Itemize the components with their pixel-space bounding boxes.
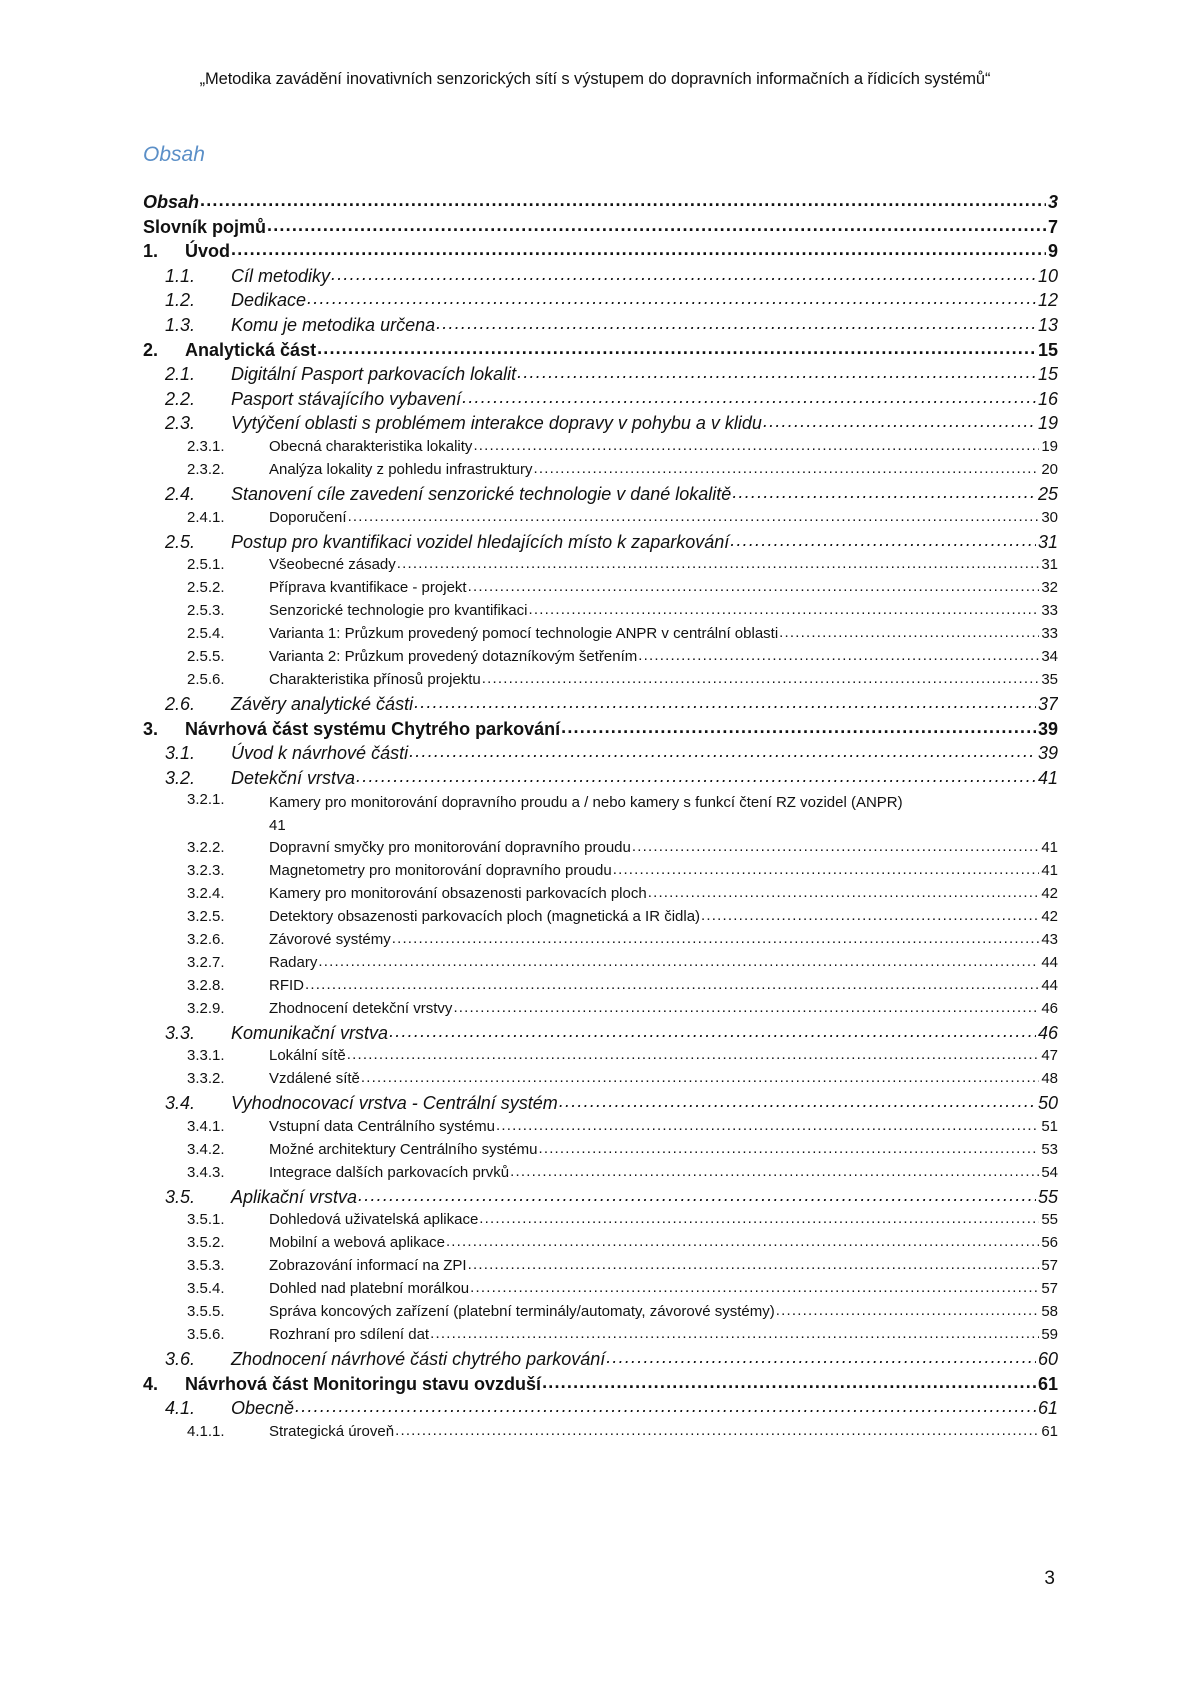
toc-leader-dots <box>510 1162 1039 1177</box>
toc-entry-title: Zhodnocení návrhové části chytrého parkování <box>231 1349 606 1370</box>
toc-entry-page: 25 <box>1037 483 1058 504</box>
toc-entry-page: 48 <box>1041 1070 1058 1088</box>
toc-entry-number: 3.4. <box>165 1093 196 1114</box>
toc-entry-number: 1. <box>143 241 159 262</box>
toc-entry[interactable] <box>143 975 1058 998</box>
toc-leader-dots <box>468 1255 1040 1270</box>
toc-entry-title: Integrace dalších parkovacích prvků <box>269 1163 510 1181</box>
toc-entry-number: 3.2.4. <box>187 884 225 902</box>
toc-leader-dots <box>430 1324 1039 1339</box>
toc-leader-dots <box>389 1021 1036 1039</box>
toc-entry-number: 2.6. <box>165 694 196 715</box>
toc-entry-page: 39 <box>1037 718 1058 739</box>
toc-entry-title: Návrhová část systému Chytrého parkování <box>185 718 561 739</box>
toc-entry[interactable] <box>143 1068 1058 1091</box>
toc-entry-page: 10 <box>1037 265 1058 286</box>
toc-entry-title: Správa koncových zařízení (platební terminály/automaty, závorové systémy) <box>269 1303 775 1321</box>
toc-entry[interactable] <box>143 623 1058 646</box>
toc-leader-dots <box>453 998 1039 1013</box>
toc-leader-dots <box>763 411 1036 429</box>
toc-entry-page: 51 <box>1041 1117 1058 1135</box>
toc-entry-title: Doporučení <box>269 508 347 526</box>
toc-entry-page: 13 <box>1037 314 1058 335</box>
toc-entry-number: 4.1. <box>165 1398 196 1419</box>
toc-entry-title: Dohled nad platební morálkou <box>269 1280 470 1298</box>
toc-entry[interactable] <box>143 929 1058 952</box>
toc-entry-title: Závorové systémy <box>269 930 391 948</box>
toc-leader-dots <box>307 288 1036 306</box>
toc-entry-page: 41 <box>1041 838 1058 856</box>
toc-entry-number: 2.4.1. <box>187 508 225 526</box>
toc-entry-title: Varianta 1: Průzkum provedený pomocí technologie ANPR v centrální oblasti <box>269 625 779 643</box>
toc-entry[interactable] <box>143 669 1058 692</box>
toc-entry-page: 44 <box>1041 976 1058 994</box>
toc-leader-dots <box>436 313 1036 331</box>
toc-entry-title: Komunikační vrstva <box>231 1022 389 1043</box>
toc-entry[interactable] <box>143 1209 1058 1232</box>
toc-entry-title: Stanovení cíle zavedení senzorické technologie v dané lokalitě <box>231 483 732 504</box>
toc-entry-title: Vstupní data Centrálního systému <box>269 1117 495 1135</box>
toc-entry-number: 4. <box>143 1373 159 1394</box>
toc-entry-page: 61 <box>1037 1373 1058 1394</box>
toc-entry-title: Varianta 2: Průzkum provedený dotazníkovým šetřením <box>269 648 638 666</box>
toc-entry-title: Magnetometry pro monitorování dopravního proudu <box>269 861 612 879</box>
toc-entry[interactable] <box>143 1396 1058 1421</box>
toc-leader-dots <box>318 952 1039 967</box>
toc-entry-number: 3.3. <box>165 1022 196 1043</box>
toc-entry-title: Vyhodnocovací vrstva - Centrální systém <box>231 1093 558 1114</box>
toc-entry-number: 3.4.2. <box>187 1140 225 1158</box>
toc-entry-title: Závěry analytické části <box>231 694 414 715</box>
toc-entry-number: 3.4.3. <box>187 1163 225 1181</box>
toc-entry-title: Dohledová uživatelská aplikace <box>269 1211 479 1229</box>
toc-entry-title: Senzorické technologie pro kvantifikaci <box>269 602 528 620</box>
toc-leader-dots <box>482 669 1040 684</box>
toc-entry-page: 58 <box>1041 1303 1058 1321</box>
toc-entry-number: 2.5.5. <box>187 648 225 666</box>
table-of-contents <box>143 190 1058 1444</box>
toc-leader-dots <box>231 239 1046 257</box>
toc-leader-dots <box>779 623 1039 638</box>
toc-leader-dots <box>462 387 1036 405</box>
toc-entry-number: 1.1. <box>165 265 196 286</box>
toc-entry-page: 15 <box>1037 364 1058 385</box>
toc-entry-page: 47 <box>1041 1047 1058 1065</box>
toc-entry[interactable] <box>143 1185 1058 1210</box>
toc-entry[interactable] <box>143 362 1058 387</box>
toc-entry-number: 3.5.1. <box>187 1211 225 1229</box>
toc-entry-page: 30 <box>1041 508 1058 526</box>
toc-entry-title: Možné architektury Centrálního systému <box>269 1140 538 1158</box>
toc-leader-dots <box>542 1372 1036 1390</box>
toc-entry-title: Obecně <box>231 1398 295 1419</box>
toc-entry[interactable] <box>143 837 1058 860</box>
toc-entry[interactable] <box>143 791 1058 837</box>
toc-entry-title: Slovník pojmů <box>143 216 267 237</box>
toc-leader-dots <box>361 1068 1039 1083</box>
toc-entry-page: 44 <box>1041 953 1058 971</box>
toc-entry-number: 3.3.2. <box>187 1070 225 1088</box>
toc-entry-page: 46 <box>1037 1022 1058 1043</box>
toc-entry-page: 46 <box>1041 999 1058 1017</box>
toc-entry-page: 19 <box>1041 437 1058 455</box>
toc-entry-page: 3 <box>1047 192 1058 212</box>
toc-leader-dots <box>347 1045 1040 1060</box>
toc-leader-dots <box>392 929 1040 944</box>
toc-entry[interactable] <box>143 530 1058 555</box>
toc-leader-dots <box>701 906 1039 921</box>
toc-entry-title: Cíl metodiky <box>231 265 331 286</box>
toc-entry[interactable] <box>143 1278 1058 1301</box>
toc-entry-number: 3.4.1. <box>187 1117 225 1135</box>
toc-leader-dots <box>776 1301 1040 1316</box>
toc-entry[interactable] <box>143 1232 1058 1255</box>
toc-entry[interactable] <box>143 717 1058 742</box>
toc-entry[interactable] <box>143 577 1058 600</box>
toc-entry-number: 3.5.6. <box>187 1326 225 1344</box>
toc-entry-number: 3.2.3. <box>187 861 225 879</box>
toc-entry[interactable] <box>143 906 1058 929</box>
toc-entry-page: 37 <box>1037 694 1058 715</box>
toc-entry-page: 35 <box>1041 671 1058 689</box>
toc-entry-number: 2. <box>143 339 159 360</box>
toc-entry-number: 3. <box>143 718 159 739</box>
toc-entry-number: 2.5.4. <box>187 625 225 643</box>
toc-entry-title: Obsah <box>143 192 200 212</box>
toc-leader-dots <box>517 362 1036 380</box>
toc-entry-number: 3.2.5. <box>187 907 225 925</box>
toc-entry[interactable] <box>143 436 1058 459</box>
toc-entry-number: 2.5.2. <box>187 579 225 597</box>
toc-entry-page: 57 <box>1041 1280 1058 1298</box>
toc-leader-dots <box>267 215 1046 233</box>
toc-entry[interactable] <box>143 387 1058 412</box>
toc-entry[interactable] <box>143 600 1058 623</box>
toc-entry-title: Lokální sítě <box>269 1047 346 1065</box>
toc-entry-number: 3.6. <box>165 1349 196 1370</box>
toc-entry[interactable] <box>143 482 1058 507</box>
page-number: 3 <box>1044 1568 1055 1589</box>
toc-heading: Obsah <box>143 143 205 166</box>
toc-leader-dots <box>561 717 1036 735</box>
toc-entry-number: 2.3.1. <box>187 437 225 455</box>
toc-entry-number: 1.2. <box>165 290 196 311</box>
toc-entry-title: Dopravní smyčky pro monitorování dopravního proudu <box>269 838 631 856</box>
toc-entry-number: 2.3. <box>165 413 196 434</box>
toc-leader-dots <box>613 860 1040 875</box>
toc-entry[interactable] <box>143 1021 1058 1046</box>
toc-entry[interactable] <box>143 1324 1058 1347</box>
toc-entry[interactable] <box>143 1045 1058 1068</box>
toc-entry[interactable] <box>143 1116 1058 1139</box>
toc-entry-title: Dedikace <box>231 290 307 311</box>
toc-leader-dots <box>305 975 1039 990</box>
toc-entry[interactable] <box>143 459 1058 482</box>
toc-entry-title: Všeobecné zásady <box>269 556 396 574</box>
toc-entry-title <box>269 791 1058 837</box>
toc-leader-dots <box>533 459 1039 474</box>
toc-entry-number: 2.1. <box>165 364 196 385</box>
toc-leader-dots <box>606 1347 1036 1365</box>
toc-entry[interactable] <box>143 1162 1058 1185</box>
toc-entry[interactable] <box>143 1421 1058 1444</box>
toc-entry-title: Charakteristika přínosů projektu <box>269 671 481 689</box>
toc-entry[interactable] <box>143 264 1058 289</box>
toc-entry-number: 1.3. <box>165 314 196 335</box>
toc-leader-dots <box>538 1139 1039 1154</box>
toc-entry-page: 41 <box>1041 861 1058 879</box>
toc-entry-page: 59 <box>1041 1326 1058 1344</box>
toc-leader-dots <box>730 530 1036 548</box>
toc-leader-dots <box>331 264 1036 282</box>
toc-entry-page: 7 <box>1047 216 1058 237</box>
toc-entry-title: Radary <box>269 953 318 971</box>
toc-leader-dots <box>317 338 1036 356</box>
toc-entry-title: Vzdálené sítě <box>269 1070 360 1088</box>
toc-entry[interactable] <box>143 338 1058 363</box>
toc-entry-number: 3.2.6. <box>187 930 225 948</box>
toc-entry-number: 3.5.2. <box>187 1234 225 1252</box>
toc-entry[interactable] <box>143 883 1058 906</box>
toc-entry-number: 3.5.4. <box>187 1280 225 1298</box>
toc-entry[interactable] <box>143 952 1058 975</box>
toc-entry-number: 4.1.1. <box>187 1423 225 1441</box>
toc-entry-title: Zhodnocení detekční vrstvy <box>269 999 453 1017</box>
toc-entry-number: 3.2.7. <box>187 953 225 971</box>
toc-entry[interactable] <box>143 215 1058 240</box>
toc-entry-page: 41 <box>269 816 286 834</box>
toc-entry-number: 3.2.1. <box>187 790 225 808</box>
toc-entry-number: 3.5.5. <box>187 1303 225 1321</box>
toc-leader-dots <box>409 741 1036 759</box>
toc-entry-page: 39 <box>1037 743 1058 764</box>
toc-entry-title: Pasport stávajícího vybavení <box>231 388 462 409</box>
toc-entry-title: Detektory obsazenosti parkovacích ploch (magnetická a IR čidla) <box>269 907 701 925</box>
toc-leader-dots <box>200 190 1046 208</box>
toc-entry-title: Vytýčení oblasti s problémem interakce dopravy v pohybu a v klidu <box>231 413 762 434</box>
toc-entry[interactable] <box>143 313 1058 338</box>
toc-leader-dots <box>446 1232 1039 1247</box>
toc-leader-dots <box>358 1185 1036 1203</box>
toc-entry-page: 15 <box>1037 339 1058 360</box>
toc-entry-page: 54 <box>1041 1163 1058 1181</box>
toc-entry-title: Analytická část <box>185 339 317 360</box>
toc-entry-title: Strategická úroveň <box>269 1423 395 1441</box>
toc-entry[interactable] <box>143 1139 1058 1162</box>
toc-entry-title: Detekční vrstva <box>231 767 356 788</box>
toc-entry-page: 42 <box>1041 884 1058 902</box>
toc-entry-title: Rozhraní pro sdílení dat <box>269 1326 430 1344</box>
toc-entry-title: Úvod <box>185 241 230 262</box>
toc-entry-title: Analýza lokality z pohledu infrastruktury <box>269 460 533 478</box>
toc-entry-title: Digitální Pasport parkovacích lokalit <box>231 364 517 385</box>
toc-entry-page: 34 <box>1041 648 1058 666</box>
toc-entry-number: 2.5.1. <box>187 556 225 574</box>
toc-entry-page: 43 <box>1041 930 1058 948</box>
toc-entry[interactable] <box>143 741 1058 766</box>
toc-entry-page: 41 <box>1037 767 1058 788</box>
toc-entry[interactable] <box>143 190 1058 215</box>
toc-leader-dots <box>414 692 1036 710</box>
toc-entry-page: 61 <box>1041 1423 1058 1441</box>
toc-entry[interactable] <box>143 1372 1058 1397</box>
toc-entry[interactable] <box>143 766 1058 791</box>
toc-entry-title: Komu je metodika určena <box>231 314 436 335</box>
toc-entry-page: 42 <box>1041 907 1058 925</box>
toc-entry-page: 16 <box>1037 388 1058 409</box>
toc-leader-dots <box>648 883 1040 898</box>
toc-entry[interactable] <box>143 692 1058 717</box>
toc-leader-dots <box>528 600 1039 615</box>
toc-entry-page: 31 <box>1041 556 1058 574</box>
toc-entry[interactable] <box>143 239 1058 264</box>
toc-entry[interactable] <box>143 411 1058 436</box>
toc-entry-page: 32 <box>1041 579 1058 597</box>
toc-entry-page: 19 <box>1037 413 1058 434</box>
toc-entry-page: 31 <box>1037 531 1058 552</box>
toc-entry[interactable] <box>143 1091 1058 1116</box>
toc-leader-dots <box>468 577 1040 592</box>
toc-leader-dots <box>295 1396 1036 1414</box>
toc-leader-dots <box>638 646 1039 661</box>
toc-entry[interactable] <box>143 1301 1058 1324</box>
toc-entry-title: Aplikační vrstva <box>231 1186 358 1207</box>
toc-leader-dots <box>348 507 1040 522</box>
toc-entry-page: 12 <box>1037 290 1058 311</box>
toc-entry-number: 2.3.2. <box>187 460 225 478</box>
toc-entry[interactable] <box>143 507 1058 530</box>
toc-leader-dots <box>473 436 1039 451</box>
toc-entry-page: 33 <box>1041 602 1058 620</box>
toc-entry-number: 3.1. <box>165 743 196 764</box>
toc-entry-title: Úvod k návrhové části <box>231 743 409 764</box>
toc-entry-title: Mobilní a webová aplikace <box>269 1234 445 1252</box>
toc-entry-number: 2.5.3. <box>187 602 225 620</box>
toc-entry-title: Příprava kvantifikace - projekt <box>269 579 467 597</box>
toc-entry[interactable] <box>143 646 1058 669</box>
toc-entry-number: 3.3.1. <box>187 1047 225 1065</box>
toc-entry-number: 3.5.3. <box>187 1257 225 1275</box>
toc-leader-dots <box>397 554 1040 569</box>
toc-entry-number: 3.2. <box>165 767 196 788</box>
toc-entry[interactable] <box>143 998 1058 1021</box>
toc-leader-dots <box>356 766 1036 784</box>
toc-entry-number: 3.2.2. <box>187 838 225 856</box>
toc-entry[interactable] <box>143 1255 1058 1278</box>
toc-leader-dots <box>632 837 1039 852</box>
toc-entry[interactable] <box>143 554 1058 577</box>
toc-entry-number: 2.5.6. <box>187 671 225 689</box>
toc-entry-title: Zobrazování informací na ZPI <box>269 1257 467 1275</box>
toc-entry-page: 61 <box>1037 1398 1058 1419</box>
toc-entry-page: 57 <box>1041 1257 1058 1275</box>
toc-entry-number: 2.4. <box>165 483 196 504</box>
toc-entry-page: 55 <box>1041 1211 1058 1229</box>
toc-entry-title: Kamery pro monitorování obsazenosti parkovacích ploch <box>269 884 647 902</box>
toc-entry-title: RFID <box>269 976 304 994</box>
toc-entry-title-text: Kamery pro monitorování dopravního proudu a / nebo kamery s funkcí čtení RZ vozidel (ANPR) <box>269 793 903 811</box>
toc-entry-page: 50 <box>1037 1093 1058 1114</box>
toc-leader-dots <box>732 482 1036 500</box>
toc-entry-page: 60 <box>1037 1349 1058 1370</box>
toc-leader-dots <box>496 1116 1039 1131</box>
toc-entry-page: 9 <box>1047 241 1058 262</box>
toc-entry-page: 20 <box>1041 460 1058 478</box>
toc-entry-page: 56 <box>1041 1234 1058 1252</box>
toc-entry-number: 2.5. <box>165 531 196 552</box>
toc-entry-title: Postup pro kvantifikaci vozidel hledajících místo k zaparkování <box>231 531 730 552</box>
toc-entry[interactable] <box>143 860 1058 883</box>
toc-entry-title: Obecná charakteristika lokality <box>269 437 473 455</box>
toc-entry[interactable] <box>143 288 1058 313</box>
toc-leader-dots <box>559 1091 1036 1109</box>
toc-entry-page: 55 <box>1037 1186 1058 1207</box>
toc-entry-number: 2.2. <box>165 388 196 409</box>
toc-entry-page: 33 <box>1041 625 1058 643</box>
toc-leader-dots <box>470 1278 1039 1293</box>
toc-entry-title: Návrhová část Monitoringu stavu ovzduší <box>185 1373 542 1394</box>
toc-entry-page: 53 <box>1041 1140 1058 1158</box>
toc-leader-dots <box>395 1421 1039 1436</box>
toc-entry[interactable] <box>143 1347 1058 1372</box>
toc-leader-dots <box>479 1209 1039 1224</box>
toc-entry-number: 3.2.8. <box>187 976 225 994</box>
toc-entry-number: 3.5. <box>165 1186 196 1207</box>
toc-entry-number: 3.2.9. <box>187 999 225 1017</box>
document-running-header: „Metodika zavádění inovativních senzorických sítí s výstupem do dopravních informačních a řídicích systémů“ <box>199 70 991 88</box>
